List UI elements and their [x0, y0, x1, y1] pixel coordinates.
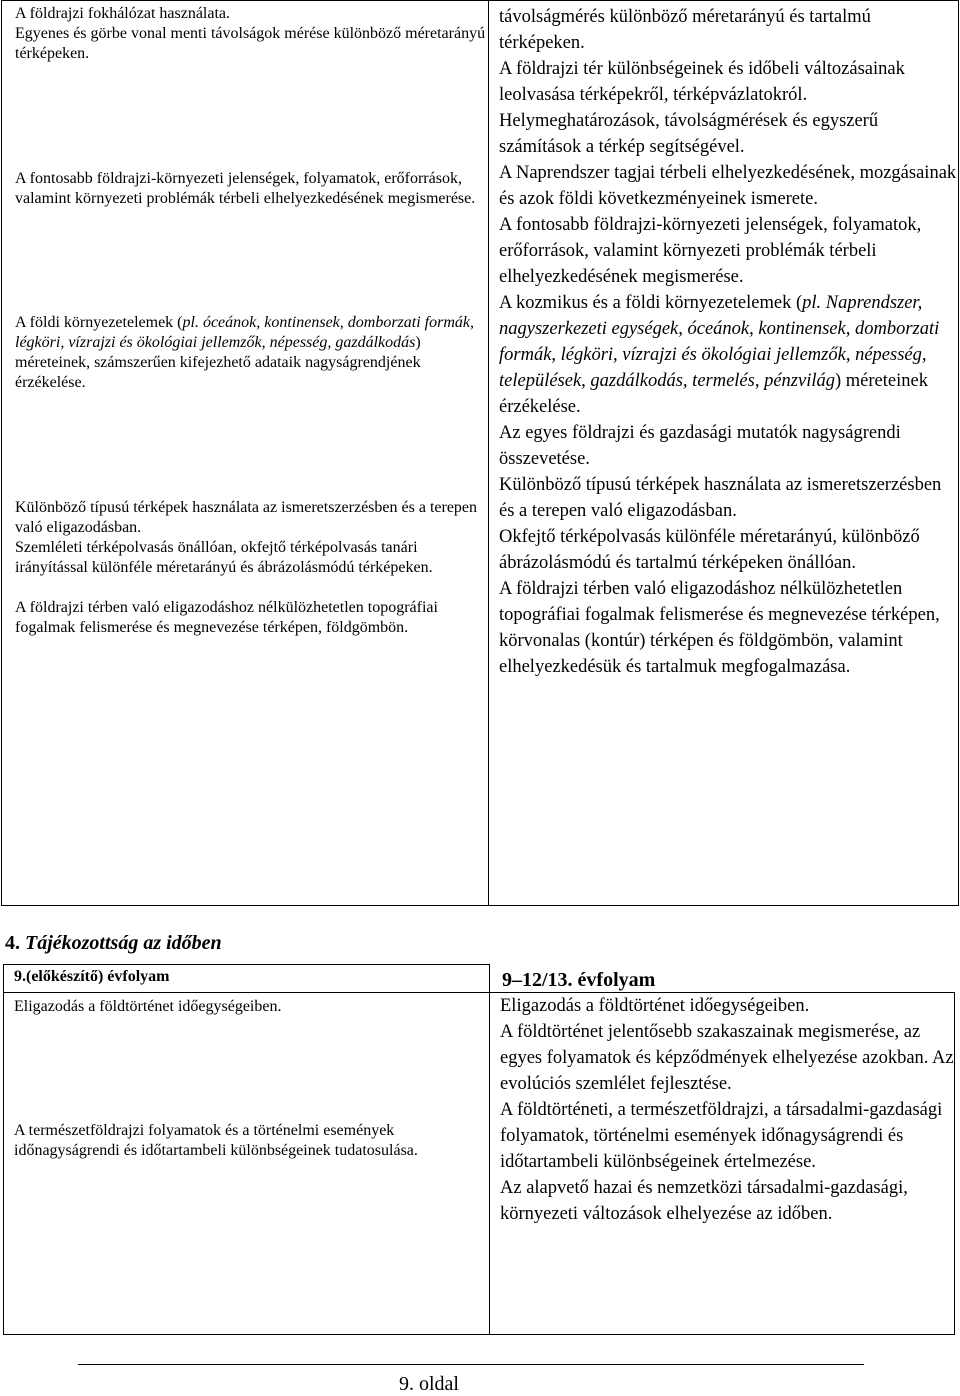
right-p4: A Naprendszer tagjai térbeli elhelyezkedésének, mozgásainak és azok földi következményeinek ismerete.	[499, 163, 957, 209]
curriculum-table-upper	[1, 0, 959, 906]
right-p8: Különböző típusú térképek használata az ismeretszerzésben és a terepen való eligazodásban.	[499, 475, 942, 521]
right-p2: A földrajzi tér különbségeinek és időbeli változásainak leolvasása térképekről, térképvázlatokról.	[499, 59, 905, 105]
left-p5: Szemléleti térképolvasás önállóan, okfejtő térképolvasás tanári irányítással különféle méretarányú és ábrázolásmódú térképeken.	[15, 539, 433, 576]
time-right-p4: Az alapvető hazai és nemzetközi társadalmi-gazdasági, környezeti változások elhelyezése az időben.	[500, 1177, 908, 1224]
grade-header-right: 9–12/13. évfolyam	[502, 968, 656, 991]
right-p10: A földrajzi térben való eligazodáshoz nélkülözhetetlen topográfiai fogalmak felismerése és megnevezése térképen, körvonalas (kontúr) térképen és földgömbön, valamint elhelyezkedésük és tartalmuk megfogalmazása.	[499, 579, 940, 677]
page-number: 9. oldal	[399, 1373, 459, 1395]
right-p3: Helymeghatározások, távolságmérések és egyszerű számítások a térkép segítségével.	[499, 111, 879, 157]
time-right-p2: A földtörténet jelentősebb szakaszainak megismerése, az egyes folyamatok és képződmények elhelyezése azokban. Az evolúciós szemlélet fejlesztése.	[500, 1021, 954, 1094]
grade-header-left: 9.(előkészítő) évfolyam	[4, 965, 490, 993]
left-p1b: Egyenes és görbe vonal menti távolságok mérése különböző méretarányú térképeken.	[15, 25, 486, 62]
right-p5: A fontosabb földrajzi-környezeti jelenségek, folyamatok, erőforrások, valamint környezeti problémák térbeli elhelyezkedésének megismerése.	[499, 215, 922, 287]
time-right-p1: Eligazodás a földtörténet időegységeiben.	[500, 995, 810, 1016]
left-p4: Különböző típusú térképek használata az ismeretszerzésben és a terepen való eligazodásban.	[15, 499, 478, 536]
footer-divider	[78, 1364, 864, 1365]
right-p6: A kozmikus és a földi környezetelemek (pl. Naprendszer, nagyszerkezeti egységek, óceánok, kontinensek, domborzati formák, légköri, vízrajzi és ökológiai jellemzők, népesség, települések, gazdálkodás, termelés, pénzvilág) méreteinek érzékelése.	[499, 293, 940, 417]
time-left-p2: A természetföldrajzi folyamatok és a történelmi események időnagyságrendi és időtartambeli különbségeinek tudatosulása.	[14, 1121, 418, 1159]
right-p7: Az egyes földrajzi és gazdasági mutatók nagyságrendi összevetése.	[499, 423, 901, 469]
right-p9: Okfejtő térképolvasás különféle méretarányú, különböző ábrázolásmódú és tartalmú térképeken önállóan.	[499, 527, 920, 573]
left-p2: A fontosabb földrajzi-környezeti jelenségek, folyamatok, erőforrások, valamint környezeti problémák térbeli elhelyezkedésének megismerése.	[15, 170, 476, 207]
left-p1a: A földrajzi fokhálózat használata.	[15, 5, 231, 22]
right-p1: távolságmérés különböző méretarányú és tartalmú térképeken.	[499, 7, 871, 53]
left-p3: A földi környezetelemek (pl. óceánok, kontinensek, domborzati formák, légköri, vízrajzi és ökológiai jellemzők, népesség, gazdálkodás) méreteinek, számszerűen kifejezhető adataik nagyságrendjének érzékelése.	[15, 314, 474, 391]
section-heading: 4. Tájékozottság az időben	[5, 932, 222, 954]
time-left-p1: Eligazodás a földtörténet időegységeiben.	[14, 997, 282, 1015]
right-column-cell	[489, 1, 959, 906]
time-right-cell	[490, 992, 955, 1334]
left-p6: A földrajzi térben való eligazodáshoz nélkülözhetetlen topográfiai fogalmak felismerése és megnevezése térképen, földgömbön.	[15, 599, 438, 636]
curriculum-table-time	[3, 964, 955, 1335]
left-column-cell	[2, 1, 489, 906]
time-right-p3: A földtörténeti, a természetföldrajzi, a társadalmi-gazdasági folyamatok, történelmi események időnagyságrendi és időtartambeli különbségeinek értelmezése.	[500, 1099, 943, 1172]
time-left-cell	[4, 992, 490, 1334]
